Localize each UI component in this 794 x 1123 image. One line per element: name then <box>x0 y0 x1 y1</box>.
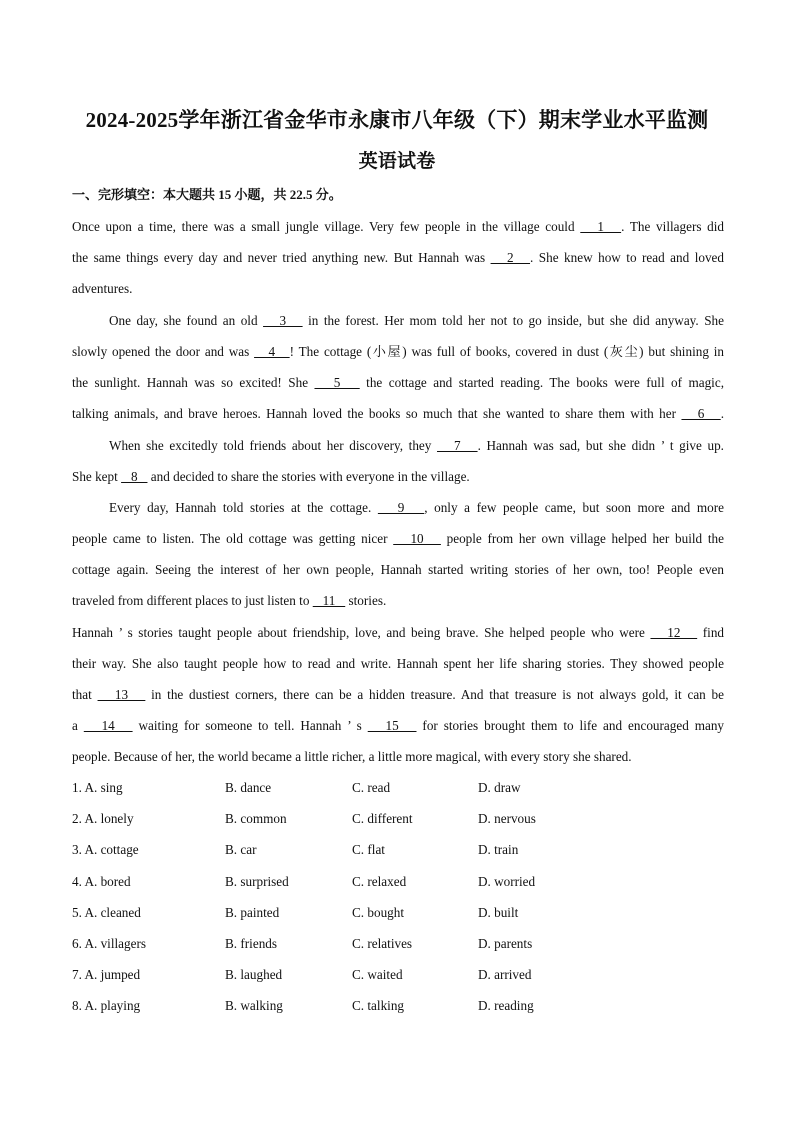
answer-blank: 5 <box>314 375 360 390</box>
option-choice: 4. A. bored <box>72 873 131 889</box>
option-choice: 5. A. cleaned <box>72 904 141 920</box>
passage-text: Every day, Hannah told stories at the cottage. <box>109 500 378 515</box>
passage-text: . Hannah was sad, but she didn ’ t give up. <box>477 438 724 453</box>
passage-text: the cottage and started reading. The books were full of magic, <box>359 375 724 390</box>
option-choice: C. relatives <box>352 935 413 951</box>
option-choice: B. car <box>225 842 257 858</box>
passage-text: traveled from different places to just listen to <box>72 593 313 608</box>
passage-text: in the dustiest corners, there can be a hidden treasure. And that treasure is not always gold, it can be <box>145 687 724 702</box>
answer-blank: 12 <box>650 625 698 640</box>
option-choice: D. worried <box>478 873 536 889</box>
option-choice: 6. A. villagers <box>72 935 146 951</box>
passage-line <box>72 250 724 266</box>
option-choice: D. built <box>478 904 519 920</box>
passage-line <box>72 656 724 672</box>
option-row <box>72 905 724 936</box>
option-choice: B. dance <box>225 780 272 795</box>
answer-blank: 11 <box>312 593 346 608</box>
option-choice: B. painted <box>225 904 280 920</box>
option-choice: D. reading <box>478 998 534 1014</box>
answer-blank: 8 <box>121 469 148 484</box>
passage-line <box>72 219 724 235</box>
answer-blank: 1 <box>580 219 622 234</box>
option-choice: 8. A. playing <box>72 998 141 1014</box>
option-row <box>72 780 724 811</box>
option-row <box>72 842 724 873</box>
passage-line <box>109 313 724 329</box>
option-choice: C. bought <box>352 904 405 920</box>
option-choice: 2. A. lonely <box>72 811 134 827</box>
passage-text: the same things every day and never tried anything new. But Hannah was <box>72 250 491 265</box>
passage-text: for stories brought them to life and encouraged many <box>416 718 725 733</box>
passage-text: and decided to share the stories with everyone in the village. <box>147 469 470 484</box>
passage-text: a <box>72 718 84 733</box>
answer-blank: 15 <box>367 718 417 733</box>
passage-line <box>72 469 724 485</box>
option-row <box>72 936 724 967</box>
passage-text: When she excitedly told friends about her discovery, they <box>109 438 438 453</box>
passage-line <box>72 718 724 734</box>
option-choice: B. laughed <box>225 967 283 983</box>
option-choice: D. draw <box>478 780 521 795</box>
option-row <box>72 967 724 998</box>
option-row <box>72 811 724 842</box>
passage-line <box>109 500 724 516</box>
passage-text: . <box>720 406 724 421</box>
answer-blank: 4 <box>254 344 290 359</box>
option-choice: D. arrived <box>478 967 532 983</box>
passage-line <box>72 531 724 547</box>
option-row <box>72 874 724 905</box>
passage-text: that <box>72 687 98 702</box>
passage-text: their way. She also taught people how to read and write. Hannah spent her life sharing stories. They showed people <box>72 656 724 671</box>
answer-blank: 2 <box>490 250 531 265</box>
passage-text: . The villagers did <box>621 219 725 234</box>
passage-line <box>72 375 724 391</box>
passage-text: people from her own village helped her build the <box>440 531 725 546</box>
passage-text: people came to listen. The old cottage was getting nicer <box>72 531 394 546</box>
option-choice: B. surprised <box>225 873 289 889</box>
passage-text: One day, she found an old <box>109 313 264 328</box>
answer-blank: 13 <box>97 687 146 702</box>
passage-text: adventures. <box>72 281 133 296</box>
passage-text: the sunlight. Hannah was so excited! She <box>72 375 315 390</box>
passage-line <box>72 749 724 765</box>
passage-line <box>72 593 724 609</box>
passage-line <box>72 687 724 703</box>
passage-line <box>109 438 724 454</box>
passage-line <box>72 562 724 578</box>
answer-blank: 10 <box>393 531 441 546</box>
option-choice: C. talking <box>352 998 405 1014</box>
option-row <box>72 998 724 1029</box>
option-choice: 1. A. sing <box>72 780 123 795</box>
option-choice: C. relaxed <box>352 873 407 889</box>
page-title: 2024-2025学年浙江省金华市永康市八年级（下）期末学业水平监测 <box>85 108 709 132</box>
answer-blank: 6 <box>681 406 721 421</box>
passage-text: , only a few people came, but soon more and more <box>424 500 724 515</box>
passage-text: . She knew how to read and loved <box>530 250 724 265</box>
answer-blank: 9 <box>377 500 425 515</box>
passage-text: ! The cottage (小屋) was full of books, covered in dust (灰尘) but shining in <box>289 344 725 359</box>
option-choice: 3. A. cottage <box>72 842 139 858</box>
option-choice: D. parents <box>478 935 533 951</box>
passage-text: find <box>697 625 725 640</box>
option-choice: C. different <box>352 811 413 827</box>
passage-text: She kept <box>72 469 122 484</box>
passage-text: Hannah ’ s stories taught people about friendship, love, and being brave. She helped people who were <box>72 625 651 640</box>
option-choice: C. read <box>352 780 391 795</box>
option-choice: 7. A. jumped <box>72 967 141 983</box>
answer-blank: 14 <box>83 718 133 733</box>
answer-options <box>72 780 724 1030</box>
option-choice: D. train <box>478 842 519 858</box>
passage-line <box>72 406 724 422</box>
passage-text: slowly opened the door and was <box>72 344 255 359</box>
passage-line <box>72 281 724 297</box>
option-choice: B. friends <box>225 935 278 951</box>
passage-line <box>72 344 724 360</box>
option-choice: B. walking <box>225 998 283 1014</box>
answer-blank: 3 <box>263 313 303 328</box>
answer-blank: 7 <box>437 438 478 453</box>
passage-text: cottage again. Seeing the interest of her own people, Hannah started writing stories of her own, too! People even <box>72 562 724 577</box>
page-subtitle: 英语试卷 <box>358 151 436 172</box>
option-choice: C. waited <box>352 967 403 983</box>
passage-text: waiting for someone to tell. Hannah ’ s <box>132 718 368 733</box>
option-choice: B. common <box>225 811 287 827</box>
option-choice: C. flat <box>352 842 385 858</box>
passage-text: in the forest. Her mom told her not to go inside, but she did anyway. She <box>302 313 724 328</box>
passage-line <box>72 625 724 641</box>
section-heading: 一、完形填空：本大题共 15 小题，共 22.5 分。 <box>72 187 342 202</box>
option-choice: D. nervous <box>478 811 536 827</box>
passage-text: people. Because of her, the world became a little richer, a little more magical, with every story she shared. <box>72 749 632 764</box>
passage-text: talking animals, and brave heroes. Hannah loved the books so much that she wanted to share them with her <box>72 406 682 421</box>
passage-text: stories. <box>345 593 387 608</box>
passage-text: Once upon a time, there was a small jungle village. Very few people in the village could <box>72 219 581 234</box>
